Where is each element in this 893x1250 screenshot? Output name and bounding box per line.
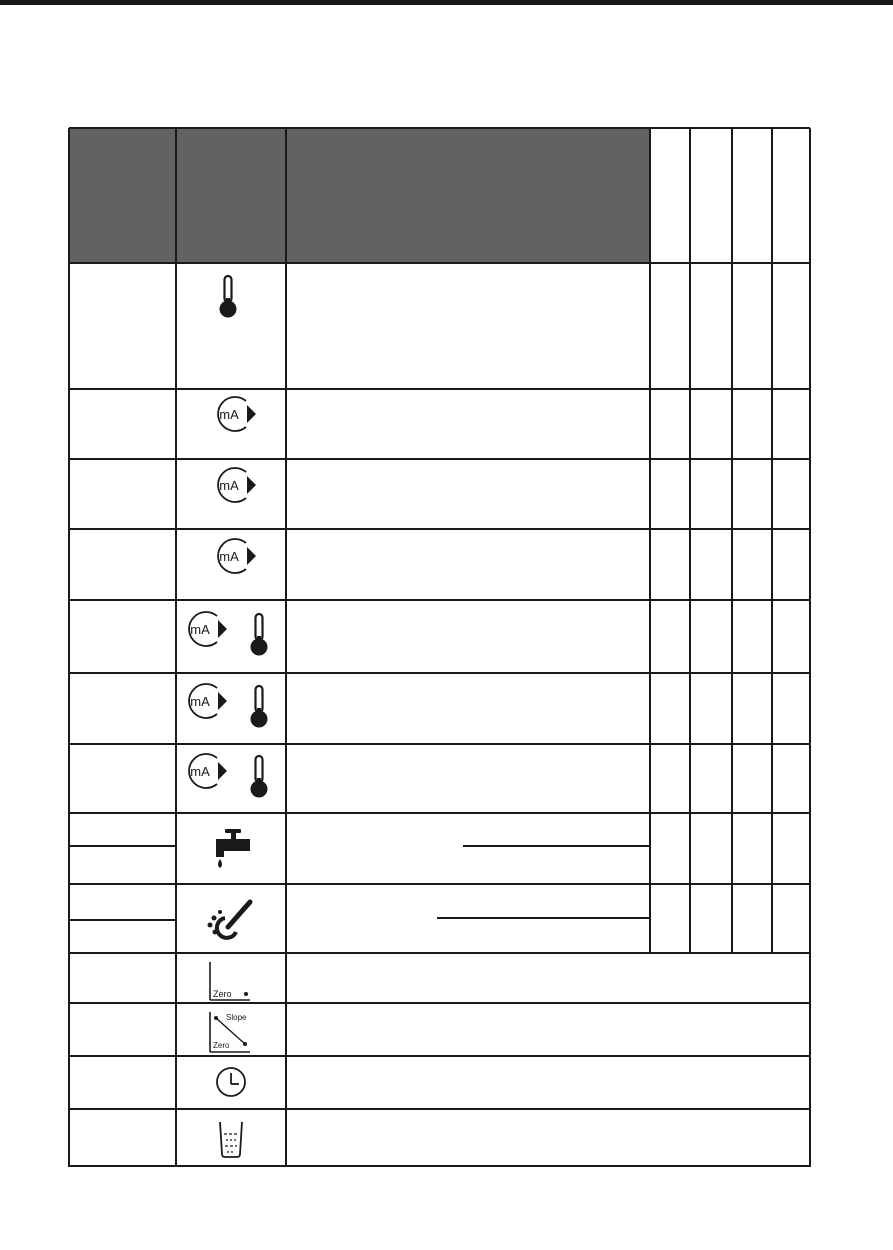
ma-label: mA [219, 478, 239, 493]
top-rule [0, 0, 893, 5]
ma-output-icon [218, 539, 256, 573]
thermometer-icon [251, 686, 268, 728]
slope-label: Slope [226, 1013, 247, 1022]
ma-output-icon [189, 754, 227, 788]
zero-label: Zero [213, 989, 232, 999]
cleaning-brush-icon [208, 902, 251, 938]
ma-output-icon [189, 612, 227, 646]
slope-calibration-icon [210, 1012, 250, 1052]
ma-label: mA [219, 407, 239, 422]
beaker-icon [220, 1122, 242, 1157]
thermometer-icon [251, 756, 268, 798]
ma-label: mA [190, 764, 210, 779]
ma-output-icon [218, 468, 256, 502]
ma-label: mA [190, 694, 210, 709]
zero-label: Zero [213, 1041, 230, 1050]
thermometer-icon [251, 614, 268, 656]
ma-output-icon [218, 397, 256, 431]
zero-calibration-icon [210, 962, 250, 1000]
clock-icon [217, 1068, 245, 1096]
header-band [70, 128, 650, 263]
ma-label: mA [219, 549, 239, 564]
water-tap-icon [216, 829, 250, 868]
ma-label: mA [190, 622, 210, 637]
ma-output-icon [189, 684, 227, 718]
thermometer-icon [220, 276, 237, 318]
